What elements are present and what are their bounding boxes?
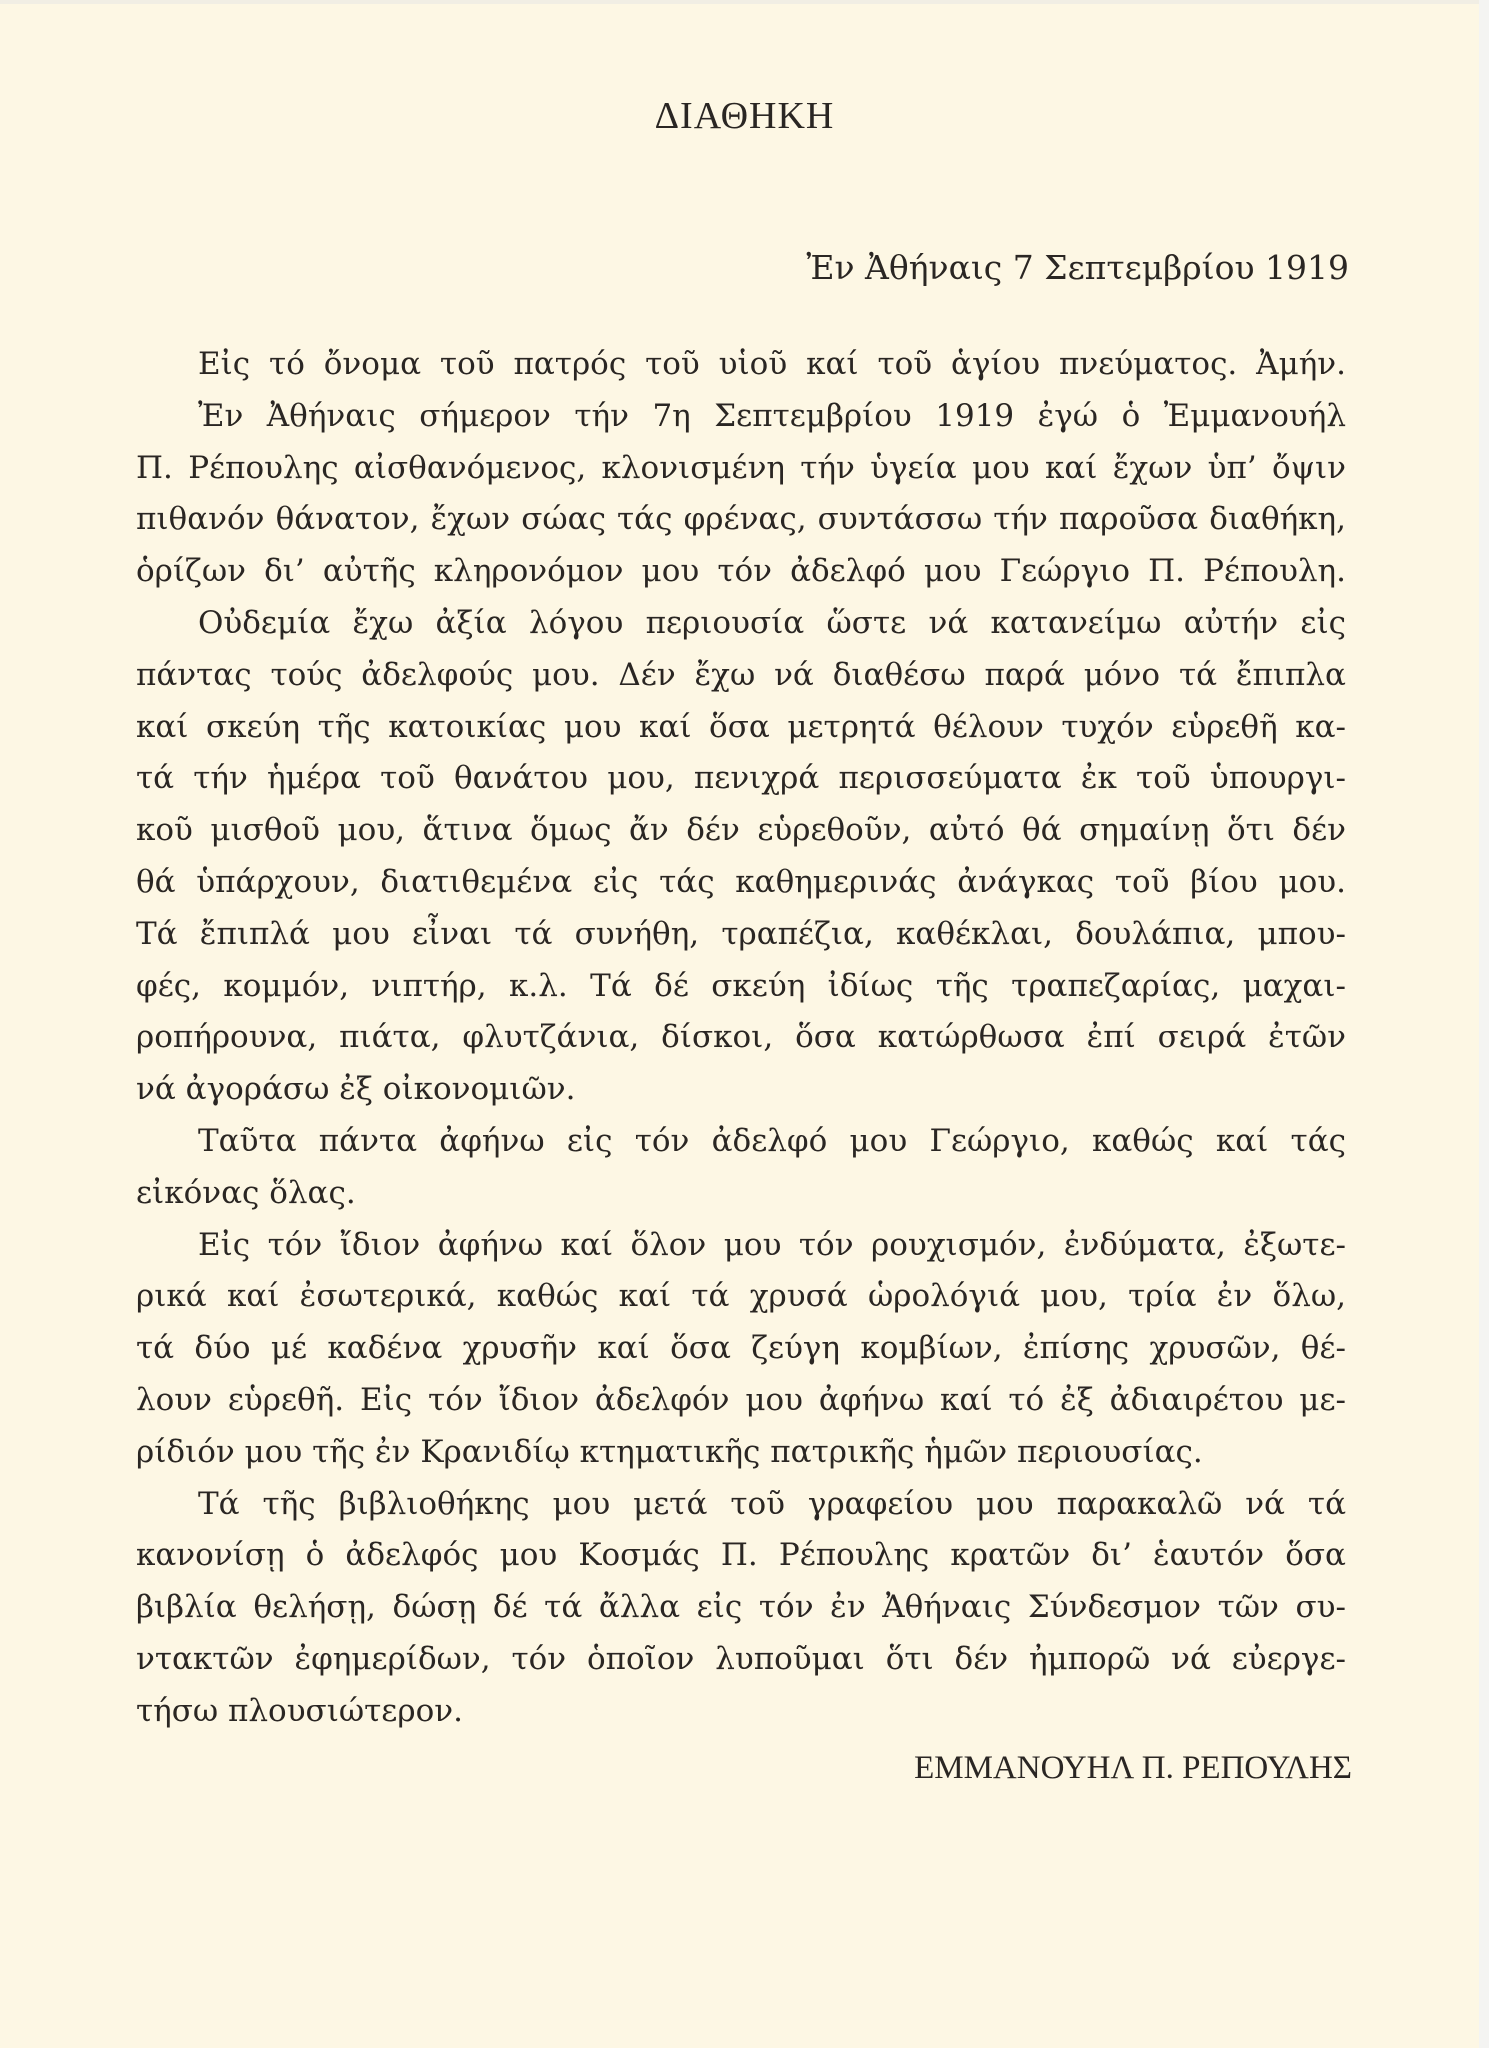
scan-edge-right bbox=[1479, 0, 1489, 2048]
text-line: Ἐν Ἀθήναις σήμερον τήν 7η Σεπτεμβρίου 1919 ἐγώ ὁ Ἐμμανουήλ bbox=[198, 397, 1346, 434]
text-line: ντακτῶν ἐφημερίδων, τόν ὁποῖον λυποῦμαι ὅτι δέν ἠμπορῶ νά εὐεργε- bbox=[136, 1640, 1346, 1677]
text-line: βιβλία θελήσῃ, δώσῃ δέ τά ἄλλα εἰς τόν ἐν Ἀθήναις Σύνδεσμον τῶν συ- bbox=[136, 1589, 1346, 1626]
text-line: ρίδιόν μου τῆς ἐν Κρανιδίῳ κτηματικῆς πατρικῆς ἡμῶν περιουσίας. bbox=[136, 1433, 1203, 1470]
scan-edge-top bbox=[0, 0, 1489, 4]
body-text bbox=[136, 339, 1346, 1738]
text-line: Τά τῆς βιβλιοθήκης μου μετά τοῦ γραφείου μου παρακαλῶ νά τά bbox=[198, 1485, 1346, 1522]
document-title: ΔΙΑΘΗΚΗ bbox=[654, 95, 835, 137]
text-line: λουν εὑρεθῆ. Εἰς τόν ἴδιον ἀδελφόν μου ἀφήνω καί τό ἐξ ἀδιαιρέτου με- bbox=[136, 1381, 1346, 1418]
text-line: ρικά καί ἐσωτερικά, καθώς καί τά χρυσά ὡρολόγιά μου, τρία ἐν ὅλω, bbox=[136, 1278, 1346, 1315]
text-line: νά ἀγοράσω ἐξ οἰκονομιῶν. bbox=[136, 1071, 576, 1108]
text-line: ὁρίζων δι’ αὐτῆς κληρονόμον μου τόν ἀδελφό μου Γεώργιο Π. Ρέπουλη. bbox=[136, 553, 1346, 590]
text-line: πάντας τούς ἀδελφούς μου. Δέν ἔχω νά διαθέσω παρά μόνο τά ἔπιπλα bbox=[136, 656, 1346, 693]
text-line: Τά ἔπιπλά μου εἶναι τά συνήθη, τραπέζια, καθέκλαι, δουλάπια, μπου- bbox=[136, 915, 1346, 952]
text-line: εἰκόνας ὅλας. bbox=[136, 1174, 356, 1211]
text-line: Οὐδεμία ἔχω ἀξία λόγου περιουσία ὥστε νά κατανείμω αὐτήν εἰς bbox=[198, 604, 1346, 641]
text-line: Π. Ρέπουλης αἰσθανόμενος, κλονισμένη τήν ὑγεία μου καί ἔχων ὑπ’ ὄψιν bbox=[136, 449, 1346, 486]
text-line: καί σκεύη τῆς κατοικίας μου καί ὅσα μετρητά θέλουν τυχόν εὑρεθῆ κα- bbox=[136, 708, 1346, 745]
text-line: Εἰς τό ὄνομα τοῦ πατρός τοῦ υἱοῦ καί τοῦ ἁγίου πνεύματος. Ἀμήν. bbox=[198, 346, 1346, 382]
signature: ΕΜΜΑΝΟΥΗΛ Π. ΡΕΠΟΥΛΗΣ bbox=[914, 1750, 1352, 1786]
dateline: Ἐν Ἀθήναις 7 Σεπτεμβρίου 1919 bbox=[806, 248, 1349, 287]
text-line: τά τήν ἡμέρα τοῦ θανάτου μου, πενιχρά περισσεύματα ἐκ τοῦ ὑπουργι- bbox=[136, 760, 1346, 797]
text-line: τά δύο μέ καδένα χρυσῆν καί ὅσα ζεύγη κομβίων, ἐπίσης χρυσῶν, θέ- bbox=[136, 1330, 1346, 1367]
text-line: θά ὑπάρχουν, διατιθεμένα εἰς τάς καθημερινάς ἀνάγκας τοῦ βίου μου. bbox=[136, 863, 1346, 900]
text-line: πιθανόν θάνατον, ἔχων σώας τάς φρένας, συντάσσω τήν παροῦσα διαθήκη, bbox=[136, 501, 1346, 538]
text-line: τήσω πλουσιώτερον. bbox=[136, 1692, 463, 1729]
text-line: κοῦ μισθοῦ μου, ἅτινα ὅμως ἄν δέν εὑρεθοῦν, αὐτό θά σημαίνῃ ὅτι δέν bbox=[136, 812, 1346, 849]
text-line: Εἰς τόν ἴδιον ἀφήνω καί ὅλον μου τόν ρουχισμόν, ἐνδύματα, ἐξωτε- bbox=[198, 1226, 1346, 1263]
text-line: φές, κομμόν, νιπτήρ, κ.λ. Τά δέ σκεύη ἰδίως τῆς τραπεζαρίας, μαχαι- bbox=[136, 967, 1346, 1004]
text-line: κανονίσῃ ὁ ἀδελφός μου Κοσμάς Π. Ρέπουλης κρατῶν δι’ ἑαυτόν ὅσα bbox=[136, 1537, 1346, 1574]
text-line: Ταῦτα πάντα ἀφήνω εἰς τόν ἀδελφό μου Γεώργιο, καθώς καί τάς bbox=[198, 1122, 1346, 1159]
text-line: ροπήρουνα, πιάτα, φλυτζάνια, δίσκοι, ὅσα κατώρθωσα ἐπί σειρά ἐτῶν bbox=[136, 1019, 1346, 1056]
